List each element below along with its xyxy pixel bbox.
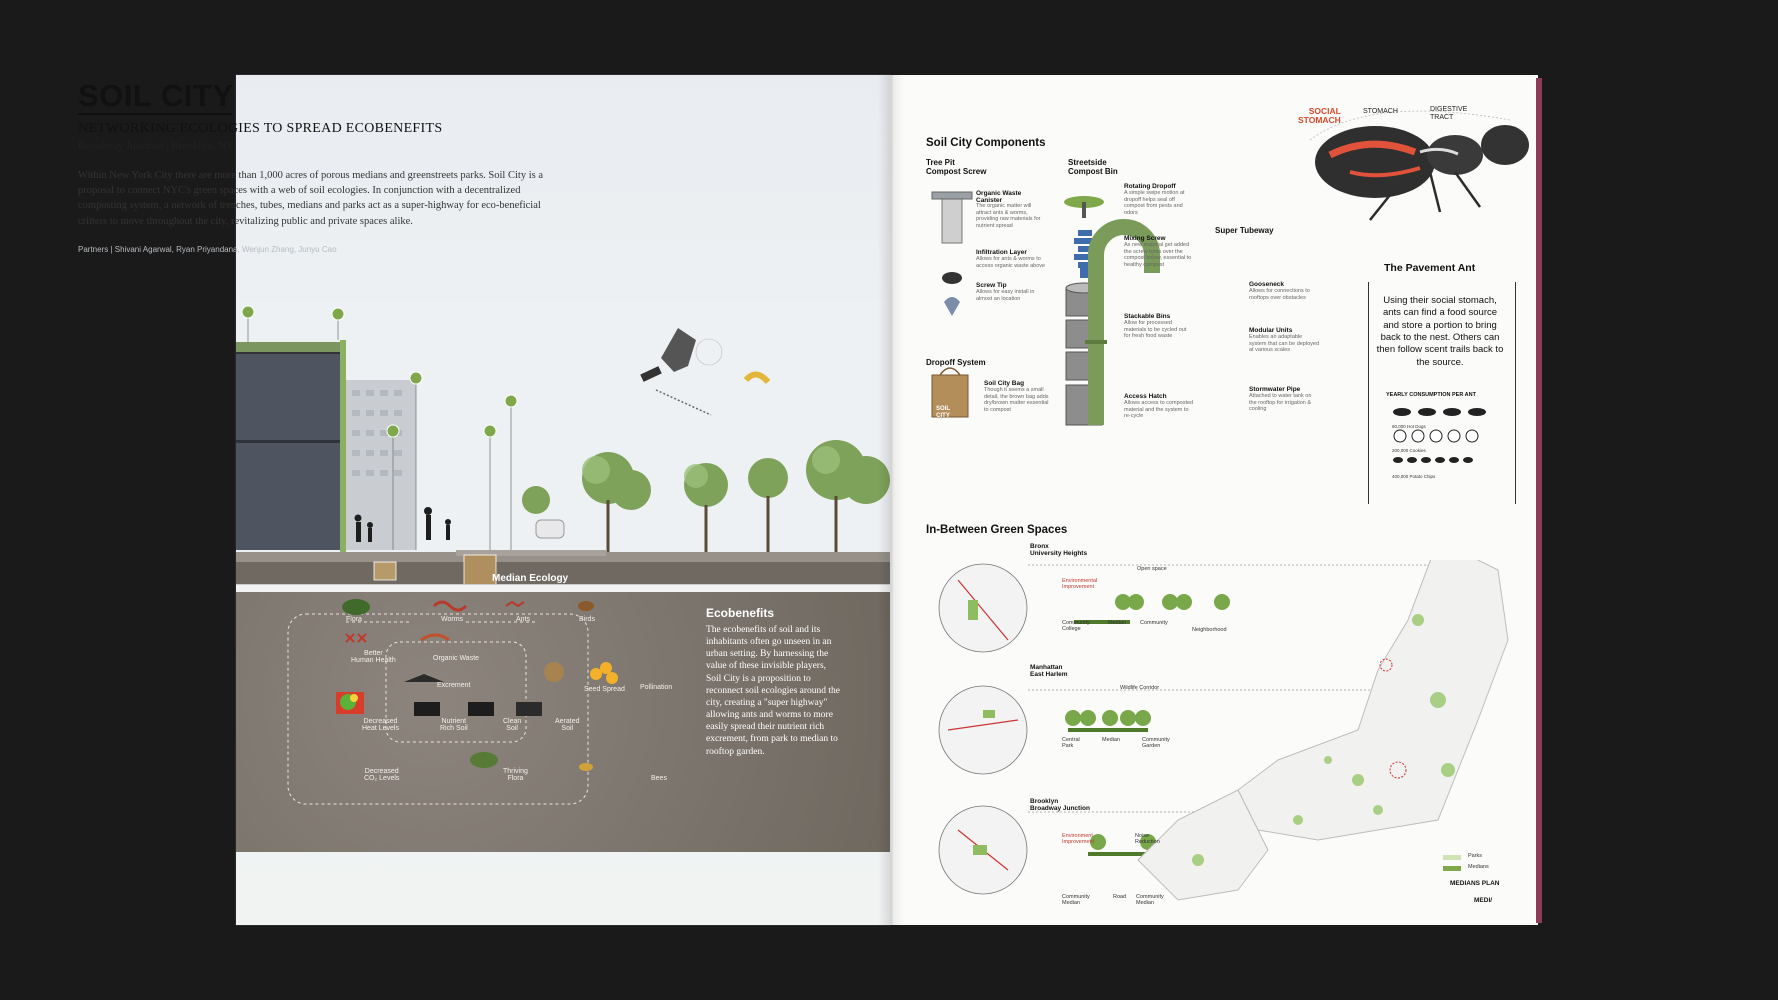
component-name: Access Hatch bbox=[1124, 393, 1167, 400]
component-desc: Allows access to composted material and the system to re-cycle bbox=[1124, 400, 1194, 420]
label-clean-soil: Clean Soil bbox=[503, 718, 522, 732]
label-decreased-co2: Decreased CO₂ Levels bbox=[364, 768, 400, 782]
site-name: Brooklyn Broadway Junction bbox=[1030, 798, 1090, 813]
streetside-heading: Streetside Compost Bin bbox=[1068, 158, 1118, 177]
map-legend-medians: Medians bbox=[1468, 864, 1489, 870]
consumption-chips: 400,000 Potato Chips bbox=[1392, 474, 1436, 479]
label-worms: Worms bbox=[441, 616, 464, 623]
site-name: Manhattan East Harlem bbox=[1030, 664, 1068, 679]
site-label: Community Median bbox=[1136, 894, 1164, 907]
social-stomach-label: SOCIAL STOMACH bbox=[1298, 106, 1341, 126]
component-name: Organic Waste Canister bbox=[976, 190, 1022, 204]
green-spaces-diagrams bbox=[938, 560, 1538, 920]
map-plan-label: MEDIANS PLAN bbox=[1450, 880, 1500, 887]
component-desc: Allows for easy install in almost an location bbox=[976, 289, 1035, 302]
page-subtitle: NETWORKING ECOLOGIES TO SPREAD ECOBENEFITS bbox=[78, 121, 443, 136]
consumption-icons bbox=[1392, 404, 1504, 474]
page-title: SOIL CITY bbox=[78, 78, 234, 113]
label-better-health: Better Human Health bbox=[351, 650, 396, 664]
components-title: Soil City Components bbox=[926, 137, 1046, 149]
component-desc: Attached to water tank on the rooftop for irrigation & cooling bbox=[1249, 393, 1312, 413]
site-tag: Environment Improvement bbox=[1062, 833, 1095, 846]
map-footer-label: MEDI/ bbox=[1474, 897, 1493, 904]
label-flora: Flora bbox=[346, 616, 362, 623]
site-label: Community bbox=[1140, 620, 1168, 626]
site-label: Road bbox=[1113, 894, 1127, 900]
stomach-label: STOMACH bbox=[1363, 108, 1398, 115]
map-legend-parks: Parks bbox=[1468, 853, 1483, 859]
yearly-consumption-label: YEARLY CONSUMPTION PER ANT bbox=[1386, 392, 1476, 398]
label-aerated-soil: Aerated Soil bbox=[555, 718, 580, 732]
component-desc: Though it seems a small detail, the brown bag adds dry/brown matter essential to compost bbox=[984, 387, 1049, 413]
site-label: Community Median bbox=[1062, 894, 1090, 907]
ant-title: The Pavement Ant bbox=[1384, 262, 1476, 274]
component-name: Stackable Bins bbox=[1124, 313, 1171, 320]
green-spaces-title: In-Between Green Spaces bbox=[926, 524, 1068, 536]
title-underline bbox=[78, 113, 232, 115]
bag-logo-text: SOIL CITY bbox=[936, 406, 951, 419]
site-label: Neighborhood bbox=[1192, 627, 1227, 633]
label-thriving-flora: Thriving Flora bbox=[503, 768, 528, 782]
component-name: Screw Tip bbox=[976, 282, 1007, 289]
site-tag: Wildlife Corridor bbox=[1120, 685, 1160, 691]
label-ants: Ants bbox=[516, 616, 531, 623]
component-desc: The organic matter will attract ants & worms, providing raw materials for nutrient spread bbox=[976, 203, 1041, 229]
site-label: Median bbox=[1102, 737, 1121, 743]
label-bees: Bees bbox=[651, 775, 667, 782]
dropoff-system-heading: Dropoff System bbox=[926, 358, 986, 367]
component-desc: A simple swipe motion at dropoff helps seal off compost from pests and odors bbox=[1124, 190, 1185, 216]
label-pollination: Pollination bbox=[640, 684, 673, 691]
label-excrement: Excrement bbox=[437, 682, 471, 689]
site-tag: Environmental Improvement bbox=[1062, 578, 1098, 591]
component-name: Stormwater Pipe bbox=[1249, 386, 1301, 393]
component-desc: Allows for connections to rooftops over obstacles bbox=[1249, 288, 1310, 301]
ant-body-text: Using their social stomach, ants can find a food source and store a portion to bring back to the nest. Others can then follow scent trails back to the source. bbox=[1376, 295, 1504, 368]
label-decreased-heat: Decreased Heat Levels bbox=[362, 718, 399, 732]
label-organic-waste: Organic Waste bbox=[433, 655, 480, 662]
label-seed-spread: Seed Spread bbox=[584, 686, 625, 693]
site-tag: Open space bbox=[1137, 566, 1167, 572]
component-name: Mixing Screw bbox=[1124, 235, 1166, 242]
site-label: Community College bbox=[1062, 620, 1090, 633]
component-desc: Allows for ants & worms to access organic waste above bbox=[976, 256, 1046, 269]
component-name: Gooseneck bbox=[1249, 281, 1285, 288]
site-tag: Noise Reduction bbox=[1135, 833, 1160, 846]
component-name: Modular Units bbox=[1249, 327, 1293, 334]
tree-pit-heading: Tree Pit Compost Screw bbox=[926, 158, 987, 177]
site-name: Bronx University Heights bbox=[1030, 543, 1088, 558]
consumption-hot-dogs: 60,000 Hot Dogs bbox=[1392, 424, 1426, 429]
label-birds: Birds bbox=[579, 616, 595, 623]
component-name: Infiltration Layer bbox=[976, 249, 1027, 256]
component-desc: As new material get added the screw turns over the compost below, essential to healthy compost bbox=[1124, 242, 1192, 268]
partners-credit: Partners | Shivani Agarwal, Ryan Priyandana, Wenjun Zhang, Junyu Cao bbox=[78, 245, 337, 254]
consumption-cookies: 200,000 Cookies bbox=[1392, 448, 1426, 453]
page-gutter-shadow bbox=[878, 75, 904, 925]
component-desc: Enables an adaptable system that can be deployed at various scales bbox=[1249, 334, 1320, 354]
digestive-tract-label: DIGESTIVE TRACT bbox=[1430, 106, 1468, 121]
site-label: Central Park bbox=[1062, 737, 1080, 750]
ecobenefits-title: Ecobenefits bbox=[706, 606, 775, 620]
component-name: Soil City Bag bbox=[984, 380, 1025, 387]
ecobenefits-body: The ecobenefits of soil and its inhabitants often go unseen in an urban setting. By harnessing the value of these invisible players, Soil City is a proposition to reconnect soil ecologies around the city, creating a "super highway" allowing ants and worms to more easily spread their nutrient rich excrement, from park to median to rooftop garden. bbox=[706, 625, 841, 757]
project-location: Broadway Junction | Brooklyn, NY bbox=[78, 140, 234, 152]
label-nutrient-soil: Nutrient Rich Soil bbox=[440, 718, 468, 732]
site-label: Community Garden bbox=[1142, 737, 1170, 750]
component-name: Rotating Dropoff bbox=[1124, 183, 1176, 190]
super-tubeway-heading: Super Tubeway bbox=[1215, 226, 1274, 235]
component-desc: Allow for processed materials to be cycled out for fresh food waste bbox=[1124, 320, 1187, 340]
intro-paragraph: Within New York City there are more than 1,000 acres of porous medians and greenstreets parks. Soil City is a proposal to connect NYC's green spaces with a web of soil ecologies. In conjunction with a decentralized composting system, a network of trenches, tubes, medians and parks act as a super-highway for eco-beneficial critters to move throughout the city, revitalizing public and private spaces alike. bbox=[78, 170, 543, 227]
median-ecology-label: Median Ecology bbox=[492, 573, 569, 584]
site-label: Median bbox=[1108, 620, 1127, 626]
